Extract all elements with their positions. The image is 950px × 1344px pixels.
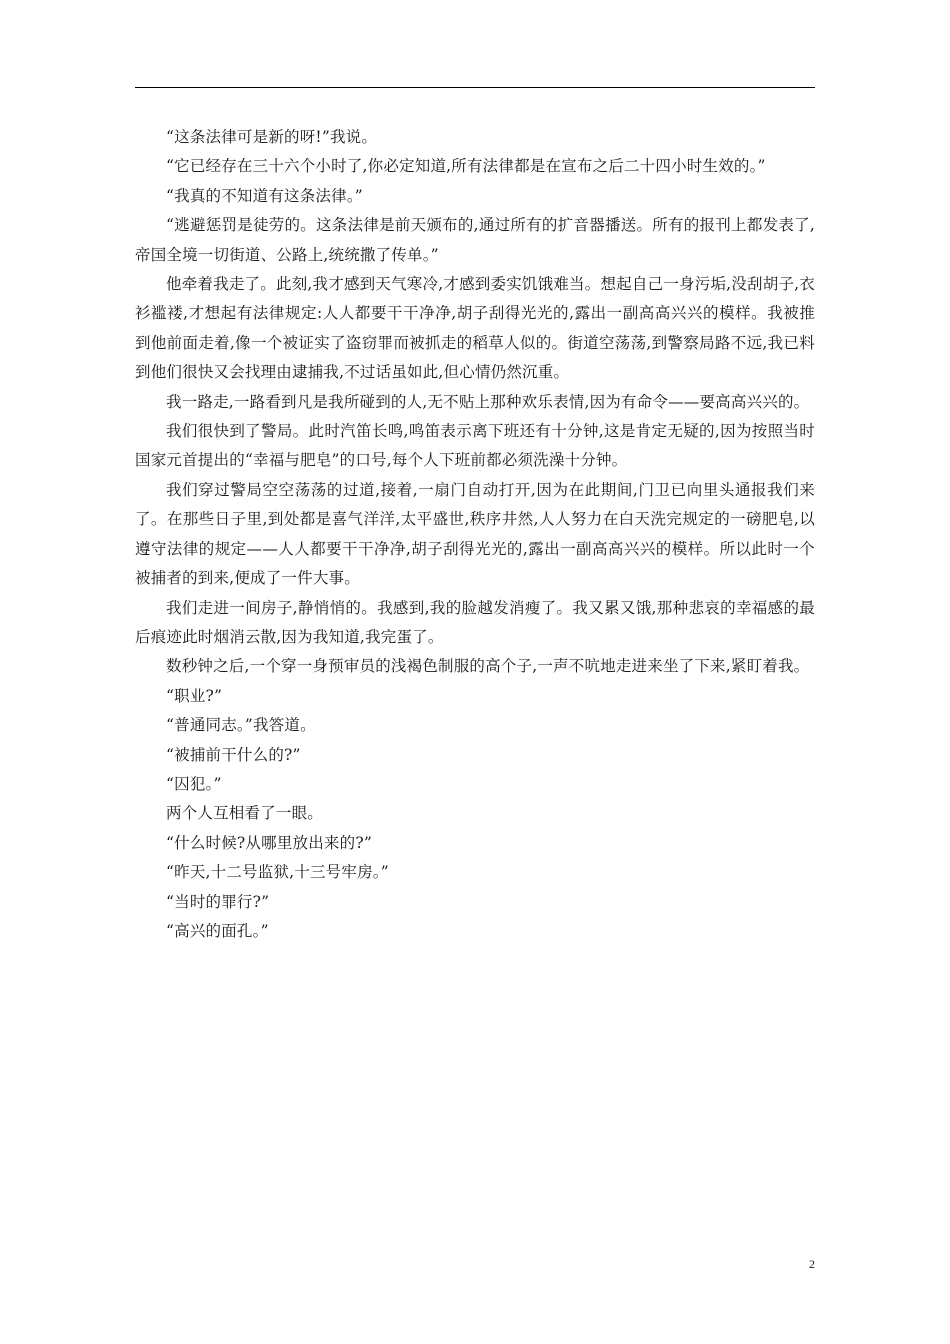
paragraph: 我们穿过警局空空荡荡的过道,接着,一扇门自动打开,因为在此期间,门卫已向里头通报我们来了。在那些日子里,到处都是喜气洋洋,太平盛世,秩序井然,人人努力在白天洗完规定的一磅肥皂,以遵守法律的规定——人人都要干干净净,胡子刮得光光的,露出一副高高兴兴的模样。所以此时一个被捕者的到来,便成了一件大事。 bbox=[135, 480, 815, 588]
paragraph: “这条法律可是新的呀!”我说。 bbox=[166, 128, 378, 146]
paragraph: 我们很快到了警局。此时汽笛长鸣,鸣笛表示离下班还有十分钟,这是肯定无疑的,因为按照当时国家元首提出的“幸福与肥皂”的口号,每个人下班前都必须洗澡十分钟。 bbox=[135, 422, 815, 470]
page-number: 2 bbox=[809, 1257, 815, 1271]
dialogue-line: “被捕前干什么的?” bbox=[166, 745, 301, 764]
dialogue-line: “囚犯。” bbox=[166, 774, 222, 793]
dialogue-line: “高兴的面孔。” bbox=[166, 921, 269, 940]
paragraph: 两个人互相看了一眼。 bbox=[166, 804, 324, 823]
dialogue-line: “昨天,十二号监狱,十三号牢房。” bbox=[166, 863, 389, 882]
header-rule bbox=[135, 87, 815, 88]
paragraph: 数秒钟之后,一个穿一身预审员的浅褐色制服的高个子,一声不吭地走进来坐了下来,紧盯着我。 bbox=[166, 657, 810, 676]
paragraph: 他牵着我走了。此刻,我才感到天气寒冷,才感到委实饥饿难当。想起自己一身污垢,没刮胡子,衣衫褴褛,才想起有法律规定:人人都要干干净净,胡子刮得光光的,露出一副高高兴兴的模样。我被推到他前面走着,像一个被证实了盗窃罪而被抓走的稻草人似的。街道空荡荡,到警察局路不远,我已料到他们很快又会找理由逮捕我,不过话虽如此,但心情仍然沉重。 bbox=[135, 275, 815, 382]
paragraph: “逃避惩罚是徒劳的。这条法律是前天颁布的,通过所有的扩音器播送。所有的报刊上都发表了,帝国全境一切街道、公路上,统统撒了传单。” bbox=[135, 216, 815, 264]
dialogue-line: “职业?” bbox=[166, 686, 223, 705]
document-body bbox=[135, 123, 815, 946]
dialogue-line: “当时的罪行?” bbox=[166, 892, 270, 911]
dialogue-line: “普通同志。”我答道。 bbox=[166, 716, 316, 735]
paragraph: 我们走进一间房子,静悄悄的。我感到,我的脸越发消瘦了。我又累又饿,那种悲哀的幸福感的最后痕迹此时烟消云散,因为我知道,我完蛋了。 bbox=[135, 598, 815, 646]
paragraph: “我真的不知道有这条法律。” bbox=[166, 186, 363, 205]
paragraph: 我一路走,一路看到凡是我所碰到的人,无不贴上那种欢乐表情,因为有命令——要高高兴兴的。 bbox=[166, 392, 810, 411]
paragraph: “它已经存在三十六个小时了,你必定知道,所有法律都是在宣布之后二十四小时生效的。” bbox=[166, 157, 766, 176]
dialogue-line: “什么时候?从哪里放出来的?” bbox=[166, 833, 372, 852]
